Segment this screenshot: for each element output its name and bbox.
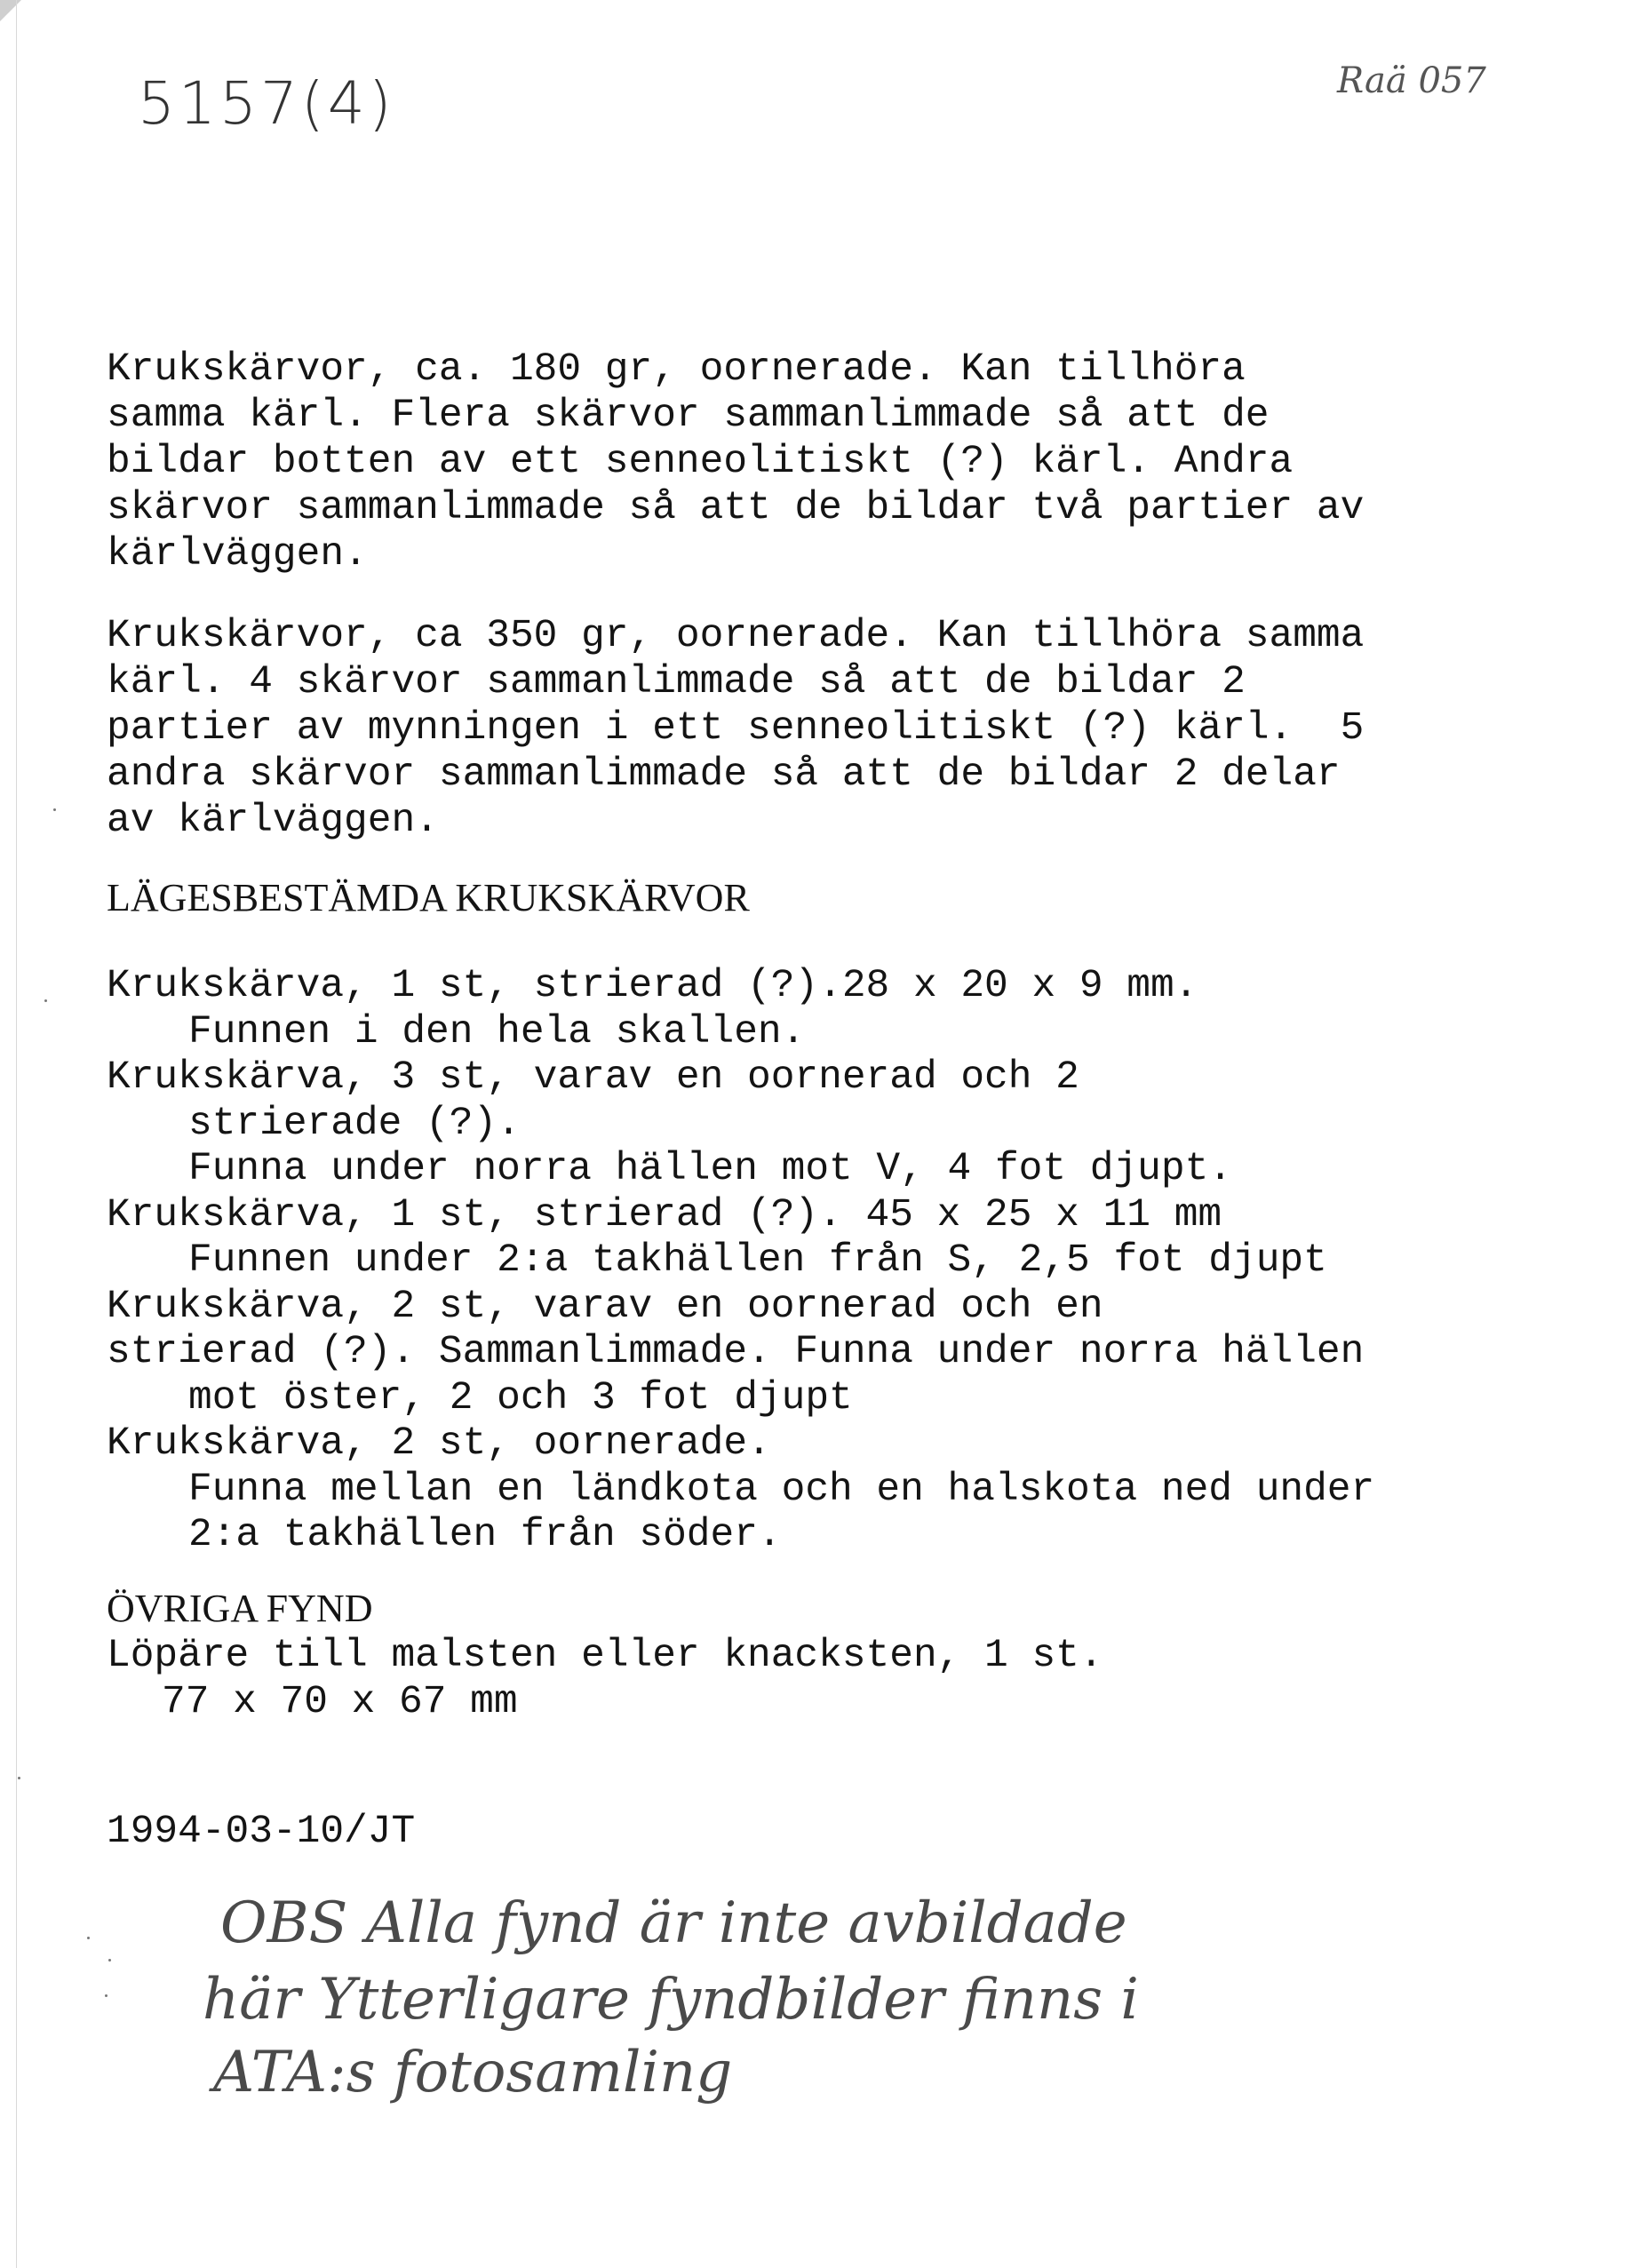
- find-line: Funna mellan en ländkota och en halskota ned under: [188, 1467, 1375, 1512]
- scan-speck: [18, 1777, 20, 1779]
- heading-ovriga-fynd: ÖVRIGA FYND: [107, 1587, 373, 1630]
- text-line: kärl. 4 skärvor sammanlimmade så att de bildar 2: [107, 660, 1246, 704]
- scan-speck: [44, 999, 47, 1002]
- find-line: Funnen i den hela skallen.: [188, 1009, 806, 1054]
- find-line: Krukskärva, 1 st, strierad (?). 45 x 25 x 11 mm: [107, 1192, 1222, 1237]
- text-line: 77 x 70 x 67 mm: [162, 1680, 518, 1724]
- text-line: Krukskärvor, ca 350 gr, oornerade. Kan tillhöra samma: [107, 614, 1365, 658]
- text-line: andra skärvor sammanlimmade så att de bildar 2 delar: [107, 752, 1341, 797]
- find-line: Funna under norra hällen mot V, 4 fot djupt.: [188, 1147, 1232, 1191]
- handwritten-note-line: ATA:s fotosamling: [213, 2040, 733, 2105]
- section-sherds-350g: [107, 613, 1560, 844]
- handwritten-note-line: här Ytterligare fyndbilder finns i: [203, 1967, 1139, 2033]
- text-line: Krukskärvor, ca. 180 gr, oornerade. Kan tillhöra: [107, 347, 1246, 392]
- archive-mark: Raä 057: [1337, 60, 1486, 101]
- find-line: Krukskärva, 3 st, varav en oornerad och 2: [107, 1055, 1079, 1100]
- heading-lagesbestamda: LÄGESBESTÄMDA KRUKSKÄRVOR: [107, 876, 750, 919]
- section-sherds-180g: [107, 346, 1560, 577]
- find-line: Krukskärva, 2 st, oornerade.: [107, 1421, 771, 1466]
- page-corner: [0, 0, 21, 21]
- scan-speck: [105, 1994, 107, 1997]
- text-line: skärvor sammanlimmade så att de bildar två partier av: [107, 486, 1365, 530]
- text-line: partier av mynningen i ett senneolitiskt (?) kärl. 5: [107, 706, 1365, 751]
- find-line: strierad (?). Sammanlimmade. Funna under norra hällen: [107, 1330, 1365, 1374]
- find-line: strierade (?).: [188, 1101, 521, 1146]
- page-edge-shadow: [16, 0, 17, 2268]
- find-line: Funnen under 2:a takhällen från S, 2,5 fot djupt: [188, 1238, 1327, 1283]
- text-line: kärlväggen.: [107, 532, 368, 577]
- scan-speck: [53, 808, 56, 811]
- catalog-number: 5157(4): [138, 69, 395, 138]
- text-line: bildar botten av ett senneolitiskt (?) kärl. Andra: [107, 440, 1294, 484]
- text-line: Löpäre till malsten eller knacksten, 1 st.: [107, 1634, 1103, 1678]
- text-line: av kärlväggen.: [107, 799, 439, 843]
- find-line: Krukskärva, 2 st, varav en oornerad och en: [107, 1284, 1103, 1329]
- handwritten-note-line: OBS Alla fynd är inte avbildade: [220, 1890, 1127, 1956]
- find-list: [107, 964, 1560, 1559]
- scan-speck: [108, 1959, 111, 1962]
- find-line: mot öster, 2 och 3 fot djupt: [188, 1375, 853, 1420]
- find-line: 2:a takhällen från söder.: [188, 1513, 782, 1557]
- text-line: samma kärl. Flera skärvor sammanlimmade så att de: [107, 394, 1270, 438]
- find-line: Krukskärva, 1 st, strierad (?).28 x 20 x 9 mm.: [107, 964, 1198, 1008]
- scan-speck: [87, 1937, 90, 1939]
- section-ovriga: [107, 1633, 1560, 1725]
- date-signature: 1994-03-10/JT: [107, 1810, 416, 1854]
